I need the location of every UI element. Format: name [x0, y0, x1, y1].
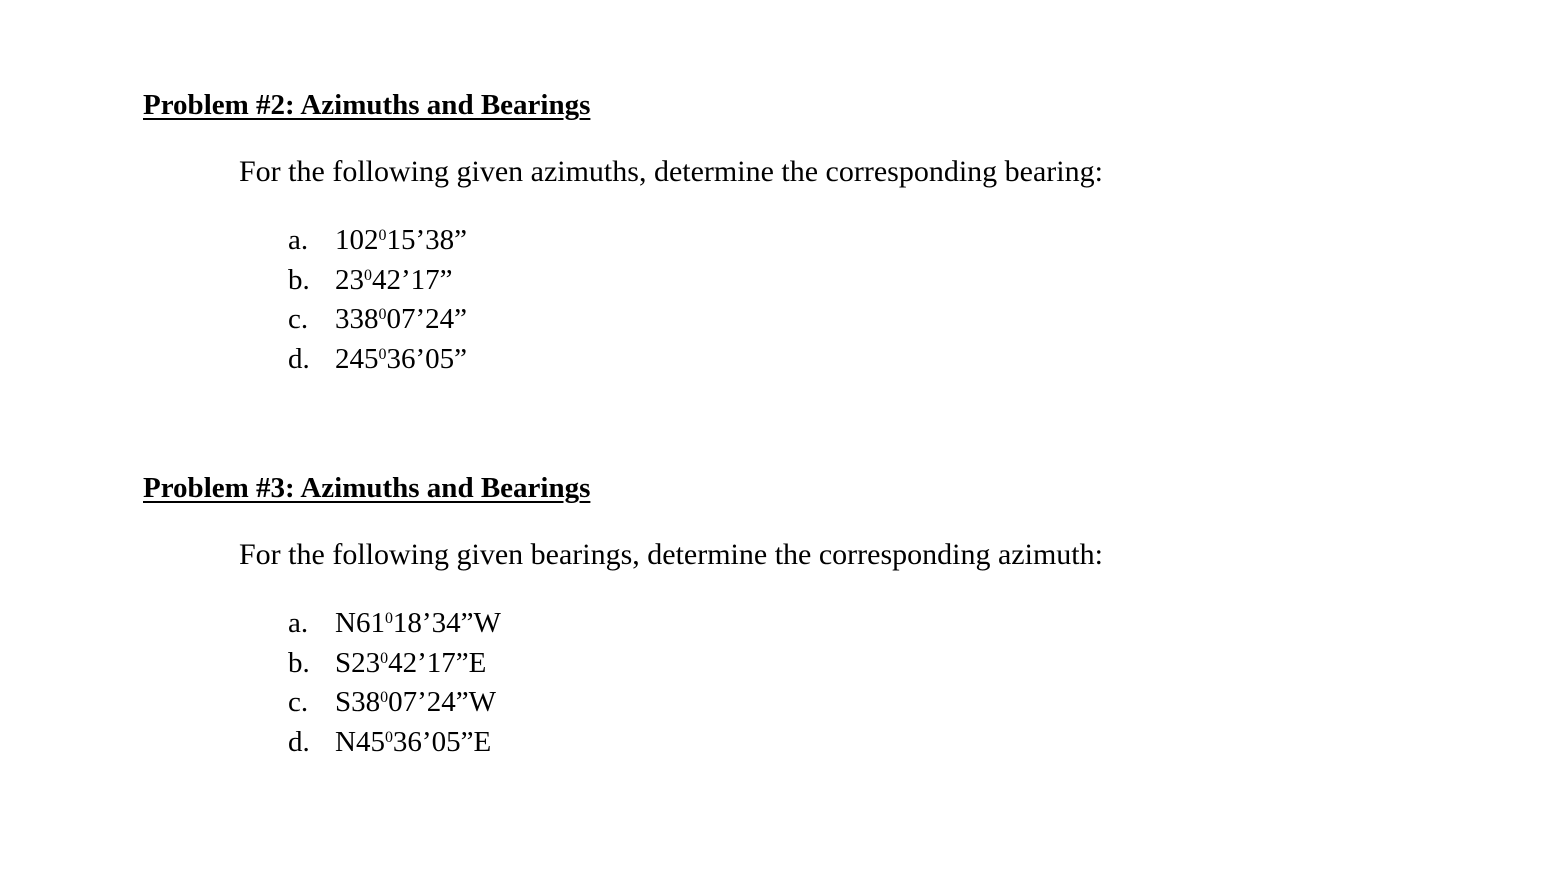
item-value: $338^007’24$”: [335, 303, 467, 336]
item-marker: d.: [288, 343, 310, 376]
list-item: [288, 644, 501, 684]
item-marker: c.: [288, 303, 309, 336]
item-marker: a.: [288, 224, 309, 256]
degree-mark: 0: [378, 346, 387, 364]
degree-mark: 0: [378, 227, 387, 245]
problem-2-list: [288, 221, 467, 380]
list-item: [288, 300, 467, 340]
list-item: [288, 340, 467, 380]
problem-2-instruction: For the following given azimuths, determine the corresponding bearing:: [239, 155, 1103, 188]
problem-2-heading: Problem #2: Azimuths and Bearings: [143, 89, 591, 121]
item-marker: d.: [288, 726, 310, 759]
list-item: [288, 261, 467, 301]
degree-mark: 0: [378, 306, 387, 324]
item-value: $N61^018’34”W$: [335, 607, 501, 639]
problem-3-instruction: For the following given bearings, determine the corresponding azimuth:: [239, 538, 1103, 571]
list-item: [288, 604, 501, 644]
degree-mark: 0: [384, 729, 393, 747]
item-value: $102^015’38$”: [335, 224, 467, 256]
list-item: [288, 683, 501, 723]
item-marker: c.: [288, 686, 309, 719]
item-marker: b.: [288, 646, 310, 679]
problem-3-heading: Problem #3: Azimuths and Bearings: [143, 472, 591, 504]
item-value: $S38^007’24”W$: [335, 686, 497, 719]
list-item: [288, 221, 467, 261]
degree-mark: 0: [380, 649, 389, 667]
item-value: $23^042’17$”: [335, 263, 453, 296]
item-marker: a.: [288, 607, 309, 639]
item-value: $245^036’05$”: [335, 343, 467, 376]
problem-3-list: [288, 604, 501, 763]
item-marker: b.: [288, 263, 310, 296]
degree-mark: 0: [384, 610, 393, 628]
degree-mark: 0: [364, 266, 372, 284]
degree-mark: 0: [380, 689, 389, 707]
list-item: [288, 723, 501, 763]
item-value: $N45^036’05”E$: [335, 726, 492, 759]
item-value: $S23^042’17”E$: [335, 646, 487, 679]
